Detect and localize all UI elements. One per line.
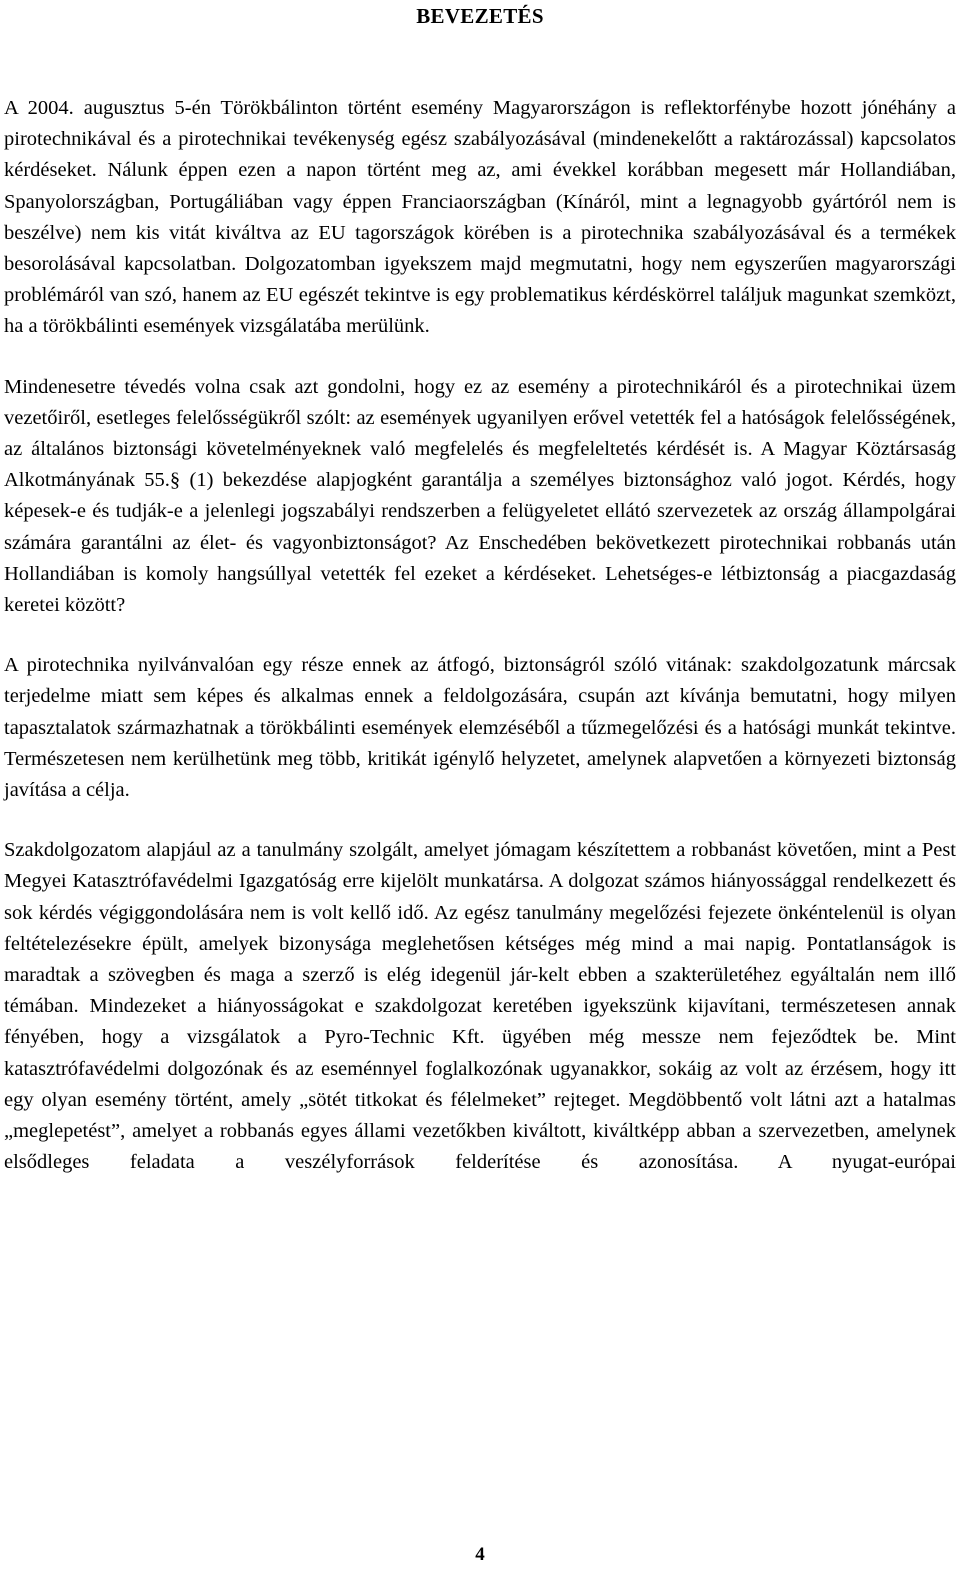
paragraph-2: Mindenesetre tévedés volna csak azt gondolni, hogy ez az esemény a pirotechnikáról és a pirotechnikai üzem vezetőiről, esetleges felelősségükről szólt: az események ugyanilyen erővel vetették fel a hatóságok felelősségének, az általános biztonsági követelményeknek való megfelelés és megfeleltetés kérdését is. A Magyar Köztársaság Alkotmányának 55.§ (1) bekezdése alapjogként garantálja a személyes biztonsághoz való jogot. Kérdés, hogy képesek-e és tudják-e a jelenlegi jogszabályi rendszerben a felügyeletet ellátó szervezetek az ország állampolgárai számára garantálni az élet- és vagyonbiztonságot? Az Enschedében bekövetkezett pirotechnikai robbanás után Hollandiában is komoly hangsúllyal vetették fel ezeket a kérdéseket. Lehetséges-e létbiztonság a piacgazdaság keretei között? [4, 375, 956, 617]
paragraph-4: Szakdolgozatom alapjául az a tanulmány szolgált, amelyet jómagam készítettem a robbanást követően, mint a Pest Megyei Katasztrófavédelmi Igazgatóság erre kijelölt munkatársa. A dolgozat számos hiányossággal rendelkezett és sok kérdés végiggondolására nem is volt kellő idő. Az egész tanulmány megelőzési fejezete önkéntelenül is olyan feltételezésekre épült, amelyek bizonysága meglehetősen kétséges még mind a mai napig. Pontatlanságok is maradtak a szövegben és maga a szerző is elég idegenül jár-kelt ebben a szakterületéhez egyáltalán nem illő témában. Mindezeket a hiányosságokat e szakdolgozat keretében igyekszünk kijavítani, természetesen annak fényében, hogy a vizsgálatok a Pyro-Technic Kft. ügyében még messze nem fejeződtek be. Mint katasztrófavédelmi dolgozónak és az eseménnyel foglalkozónak ugyanakkor, sokáig az volt az érzésem, hogy itt egy olyan esemény történt, amely „sötét titkokat és félelmeket” rejteget. Megdöbbentő volt látni azt a hatalmas „meglepetést”, amelyet a robbanás egyes állami vezetőkben kiváltott, kiváltképp abban a szervezetben, amelynek elsődleges feladata a veszélyforrások felderítése és azonosítása. A nyugat-európai [4, 839, 956, 1174]
document-body [4, 93, 956, 1179]
paragraph-3: A pirotechnika nyilvánvalóan egy része ennek az átfogó, biztonságról szóló vitának: szakdolgozatunk márcsak terjedelme miatt sem képes és alkalmas ennek a feldolgozására, csupán azt kívánja bemutatni, hogy milyen tapasztalatok származhatnak a törökbálinti események elemzéséből a tűzmegelőzési és a hatósági munkát tekintve. Természetesen nem kerülhetünk meg több, kritikát igénylő helyzetet, amelynek alapvetően a környezeti biztonság javítása a célja. [4, 654, 956, 802]
paragraph-1: A 2004. augusztus 5-én Törökbálinton történt esemény Magyarországon is reflektorfénybe hozott jónéhány a pirotechnikával és a pirotechnikai tevékenység egész szabályozásával (mindenekelőtt a raktározással) kapcsolatos kérdéseket. Nálunk éppen ezen a napon történt meg az, ami évekkel korábban megesett már Hollandiában, Spanyolországban, Portugáliában vagy éppen Franciaországban (Kínáról, mint a legnagyobb gyártóról nem is beszélve) nem kis vitát kiváltva az EU tagországok körében is a pirotechnika szabályozásával és a termékek besorolásával kapcsolatban. Dolgozatomban igyekszem majd megmutatni, hogy nem egyszerűen magyarországi problémáról van szó, hanem az EU egészét tekintve is egy problematikus kérdéskörrel találjuk magunkat szemközt, ha a törökbálinti események vizsgálatába merülünk. [4, 97, 956, 338]
page-title: BEVEZETÉS [416, 4, 544, 28]
page-number: 4 [475, 1544, 485, 1565]
